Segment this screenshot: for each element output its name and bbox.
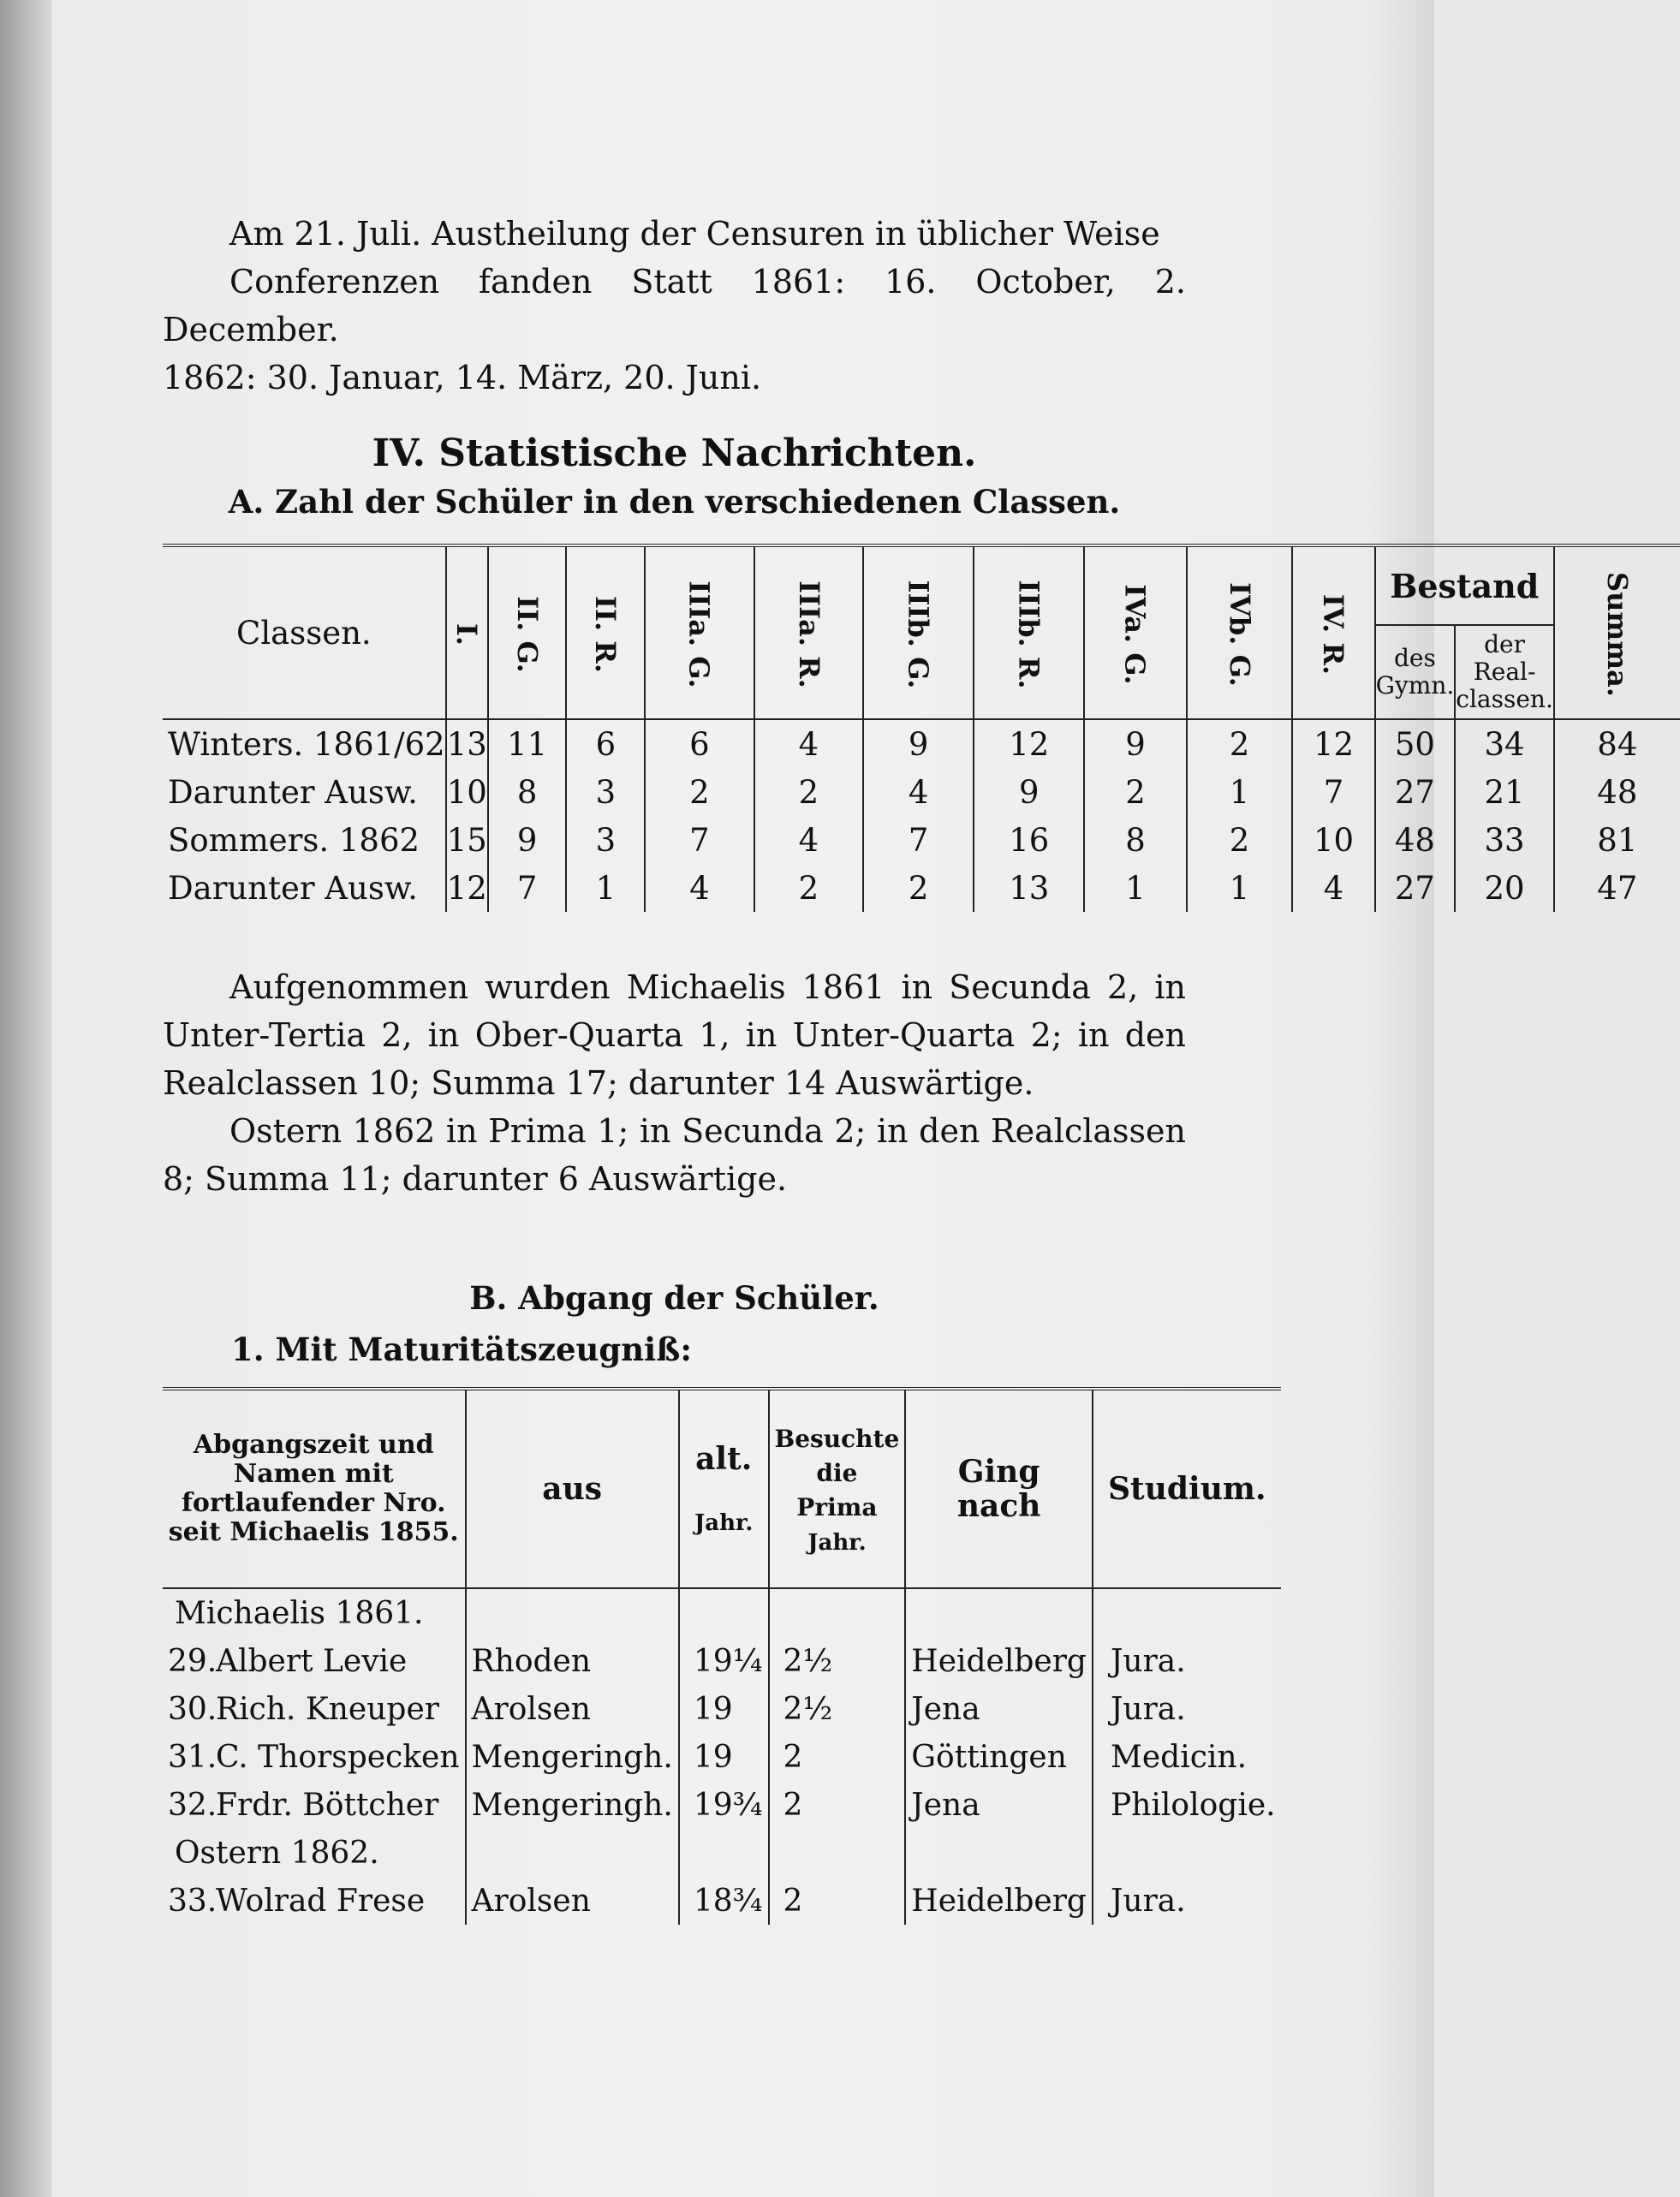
destination-cell: Heidelberg xyxy=(905,1637,1093,1685)
study-cell: Jura. xyxy=(1093,1877,1281,1925)
summa-cell: 81 xyxy=(1554,816,1680,864)
count-cell: 2 xyxy=(1187,719,1293,768)
count-cell: 8 xyxy=(488,768,567,816)
count-cell: 6 xyxy=(645,719,754,768)
aus-header: aus xyxy=(466,1389,679,1588)
row-label: Winters. 1861/62 xyxy=(168,725,445,763)
intro-line-1: Am 21. Juli. Austheilung der Censuren in üblicher Weise xyxy=(229,215,1160,253)
count-cell: 10 xyxy=(1292,816,1374,864)
destination-cell: Jena xyxy=(905,1781,1093,1829)
empty-cell xyxy=(1093,1588,1281,1637)
ging-header: Ging nach xyxy=(905,1389,1093,1588)
name-cell xyxy=(163,1781,466,1829)
count-cell: 12 xyxy=(974,719,1084,768)
count-cell: 4 xyxy=(645,864,754,912)
col-header-2: II. R. xyxy=(566,545,645,719)
intro-line-2: Conferenzen fanden Statt 1861: 16. October, 2. December. xyxy=(163,263,1186,348)
gymn-total-cell: 27 xyxy=(1375,768,1456,816)
section-b-title: B. Abgang der Schüler. xyxy=(469,1279,879,1317)
count-cell: 7 xyxy=(645,816,754,864)
prima-cell: 2½ xyxy=(769,1637,906,1685)
intro-line-3: 1862: 30. Januar, 14. März, 20. Juni. xyxy=(163,359,762,396)
leavers-body xyxy=(163,1588,1281,1925)
section-subtitle: A. Zahl der Schüler in den verschiedenen Classen. xyxy=(228,483,1121,521)
age-cell: 19 xyxy=(679,1685,769,1733)
alt-label: alt. xyxy=(695,1441,753,1477)
count-cell: 4 xyxy=(754,719,864,768)
para-aufgenommen: Aufgenommen wurden Michaelis 1861 in Secunda 2, in Unter-Tertia 2, in Ober-Quarta 1, in Unter-Quarta 2; in den Realclassen 10; Summa 17; darunter 14 Auswärtige. xyxy=(163,968,1186,1102)
summa-cell: 84 xyxy=(1554,719,1680,768)
count-cell: 1 xyxy=(1084,864,1186,912)
count-cell: 7 xyxy=(863,816,974,864)
count-cell: 2 xyxy=(645,768,754,816)
count-cell: 16 xyxy=(974,816,1084,864)
count-cell: 1 xyxy=(1187,768,1293,816)
col-header-1: II. G. xyxy=(488,545,567,719)
count-cell: 2 xyxy=(1084,768,1186,816)
count-cell: 8 xyxy=(1084,816,1186,864)
origin-cell: Mengeringh. xyxy=(466,1781,679,1829)
term-label: Ostern 1862. xyxy=(175,1835,379,1871)
name-cell xyxy=(163,1685,466,1733)
empty-cell xyxy=(466,1829,679,1877)
prima-header xyxy=(769,1389,906,1588)
origin-cell: Arolsen xyxy=(466,1877,679,1925)
count-cell: 7 xyxy=(488,864,567,912)
col-header-9: IV. R. xyxy=(1292,545,1374,719)
prima-unit: Jahr. xyxy=(807,1530,867,1556)
row-label: Sommers. 1862 xyxy=(168,821,420,859)
count-cell: 2 xyxy=(754,864,864,912)
study-cell: Philologie. xyxy=(1093,1781,1281,1829)
leavers-table xyxy=(163,1387,1281,1925)
student-name: Rich. Kneuper xyxy=(216,1691,439,1727)
study-cell: Jura. xyxy=(1093,1685,1281,1733)
count-cell: 3 xyxy=(566,768,645,816)
classes-header: Classen. xyxy=(236,614,372,652)
leaver-row xyxy=(163,1733,1281,1781)
prima-cell: 2 xyxy=(769,1733,906,1781)
col-header-7: IVa. G. xyxy=(1084,545,1186,719)
real-total-cell: 33 xyxy=(1455,816,1554,864)
gymn-total-cell: 50 xyxy=(1375,719,1456,768)
leaver-row xyxy=(163,1685,1281,1733)
section-title: IV. Statistische Nachrichten. xyxy=(372,432,977,475)
gymn-total-cell: 27 xyxy=(1375,864,1456,912)
study-cell: Medicin. xyxy=(1093,1733,1281,1781)
real-total-cell: 34 xyxy=(1455,719,1554,768)
empty-cell xyxy=(466,1588,679,1637)
prima-cell: 2 xyxy=(769,1781,906,1829)
class-count-row xyxy=(163,719,1680,768)
summa-cell: 47 xyxy=(1554,864,1680,912)
empty-cell xyxy=(905,1588,1093,1637)
student-name: Frdr. Böttcher xyxy=(216,1787,439,1823)
study-cell: Jura. xyxy=(1093,1637,1281,1685)
count-cell: 9 xyxy=(488,816,567,864)
leaver-row xyxy=(163,1877,1281,1925)
count-cell: 10 xyxy=(446,768,488,816)
section-heading xyxy=(163,428,1186,524)
entry-number: 32. xyxy=(168,1787,217,1823)
count-cell: 15 xyxy=(446,816,488,864)
studium-header: Studium. xyxy=(1093,1389,1281,1588)
gymn-total-cell: 48 xyxy=(1375,816,1456,864)
row-label: Darunter Ausw. xyxy=(168,773,418,811)
der-realclassen-header: der Real-classen. xyxy=(1455,625,1554,719)
col-header-6: IIIb. R. xyxy=(974,545,1084,719)
empty-cell xyxy=(1093,1829,1281,1877)
count-cell: 6 xyxy=(566,719,645,768)
count-cell: 2 xyxy=(1187,816,1293,864)
student-name: Wolrad Frese xyxy=(216,1883,426,1919)
origin-cell: Rhoden xyxy=(466,1637,679,1685)
class-count-row xyxy=(163,864,1680,912)
count-cell: 12 xyxy=(446,864,488,912)
name-cell xyxy=(163,1877,466,1925)
origin-cell: Mengeringh. xyxy=(466,1733,679,1781)
summa-header: Summa. xyxy=(1554,545,1680,719)
age-cell: 18¾ xyxy=(679,1877,769,1925)
count-cell: 7 xyxy=(1292,768,1374,816)
age-cell: 19¼ xyxy=(679,1637,769,1685)
count-cell: 13 xyxy=(974,864,1084,912)
count-cell: 4 xyxy=(754,816,864,864)
destination-cell: Jena xyxy=(905,1685,1093,1733)
col-header-4: IIIa. R. xyxy=(754,545,864,719)
count-cell: 2 xyxy=(863,864,974,912)
summa-cell: 48 xyxy=(1554,768,1680,816)
student-name: Albert Levie xyxy=(216,1643,408,1679)
empty-cell xyxy=(769,1588,906,1637)
class-count-body xyxy=(163,719,1680,912)
count-cell: 1 xyxy=(566,864,645,912)
class-count-row xyxy=(163,816,1680,864)
alt-unit: Jahr. xyxy=(694,1510,754,1536)
origin-cell: Arolsen xyxy=(466,1685,679,1733)
prima-cell: 2 xyxy=(769,1877,906,1925)
book-spine-shadow xyxy=(0,0,51,2197)
count-cell: 9 xyxy=(863,719,974,768)
age-cell: 19 xyxy=(679,1733,769,1781)
age-cell: 19¾ xyxy=(679,1781,769,1829)
leaver-row xyxy=(163,1781,1281,1829)
count-cell: 3 xyxy=(566,816,645,864)
col-header-3: IIIa. G. xyxy=(645,545,754,719)
admissions-block xyxy=(163,963,1186,1203)
name-cell xyxy=(163,1637,466,1685)
para-ostern: Ostern 1862 in Prima 1; in Secunda 2; in den Realclassen 8; Summa 11; darunter 6 Auswärtige. xyxy=(163,1112,1186,1198)
section-b-heading xyxy=(163,1276,1186,1372)
empty-cell xyxy=(679,1588,769,1637)
col-header-8: IVb. G. xyxy=(1187,545,1293,719)
prima-cell: 2½ xyxy=(769,1685,906,1733)
count-cell: 4 xyxy=(863,768,974,816)
entry-number: 31. xyxy=(168,1739,217,1775)
empty-cell xyxy=(905,1829,1093,1877)
count-cell: 12 xyxy=(1292,719,1374,768)
class-count-row xyxy=(163,768,1680,816)
name-cell xyxy=(163,1733,466,1781)
empty-cell xyxy=(679,1829,769,1877)
leavers-table-wrap xyxy=(163,1387,1276,1925)
class-count-table-wrap xyxy=(163,544,1638,912)
student-name: C. Thorspecken xyxy=(216,1739,460,1775)
count-cell: 9 xyxy=(974,768,1084,816)
leaver-row xyxy=(163,1637,1281,1685)
class-count-table xyxy=(163,544,1680,912)
real-total-cell: 20 xyxy=(1455,864,1554,912)
count-cell: 13 xyxy=(446,719,488,768)
count-cell: 9 xyxy=(1084,719,1186,768)
col-header-0: I. xyxy=(446,545,488,719)
count-cell: 11 xyxy=(488,719,567,768)
term-row xyxy=(163,1829,1281,1877)
col-header-5: IIIb. G. xyxy=(863,545,974,719)
term-label: Michaelis 1861. xyxy=(175,1595,424,1631)
intro-block xyxy=(163,210,1186,402)
count-cell: 2 xyxy=(754,768,864,816)
count-cell: 4 xyxy=(1292,864,1374,912)
names-header: Abgangszeit und Namen mit fortlaufender Nro. seit Michaelis 1855. xyxy=(168,1430,459,1547)
empty-cell xyxy=(769,1829,906,1877)
entry-number: 29. xyxy=(168,1643,217,1679)
count-cell: 1 xyxy=(1187,864,1293,912)
destination-cell: Göttingen xyxy=(905,1733,1093,1781)
section-b-sub: 1. Mit Maturitätszeugniß: xyxy=(231,1331,692,1368)
term-row xyxy=(163,1588,1281,1637)
row-label: Darunter Ausw. xyxy=(168,869,418,907)
alt-header xyxy=(679,1389,769,1588)
entry-number: 33. xyxy=(168,1883,217,1919)
des-gymn-header: des Gymn. xyxy=(1375,625,1456,719)
real-total-cell: 21 xyxy=(1455,768,1554,816)
entry-number: 30. xyxy=(168,1691,217,1727)
prima-label: Besuchte die Prima xyxy=(774,1425,900,1521)
bestand-header: Bestand xyxy=(1375,545,1554,625)
destination-cell: Heidelberg xyxy=(905,1877,1093,1925)
